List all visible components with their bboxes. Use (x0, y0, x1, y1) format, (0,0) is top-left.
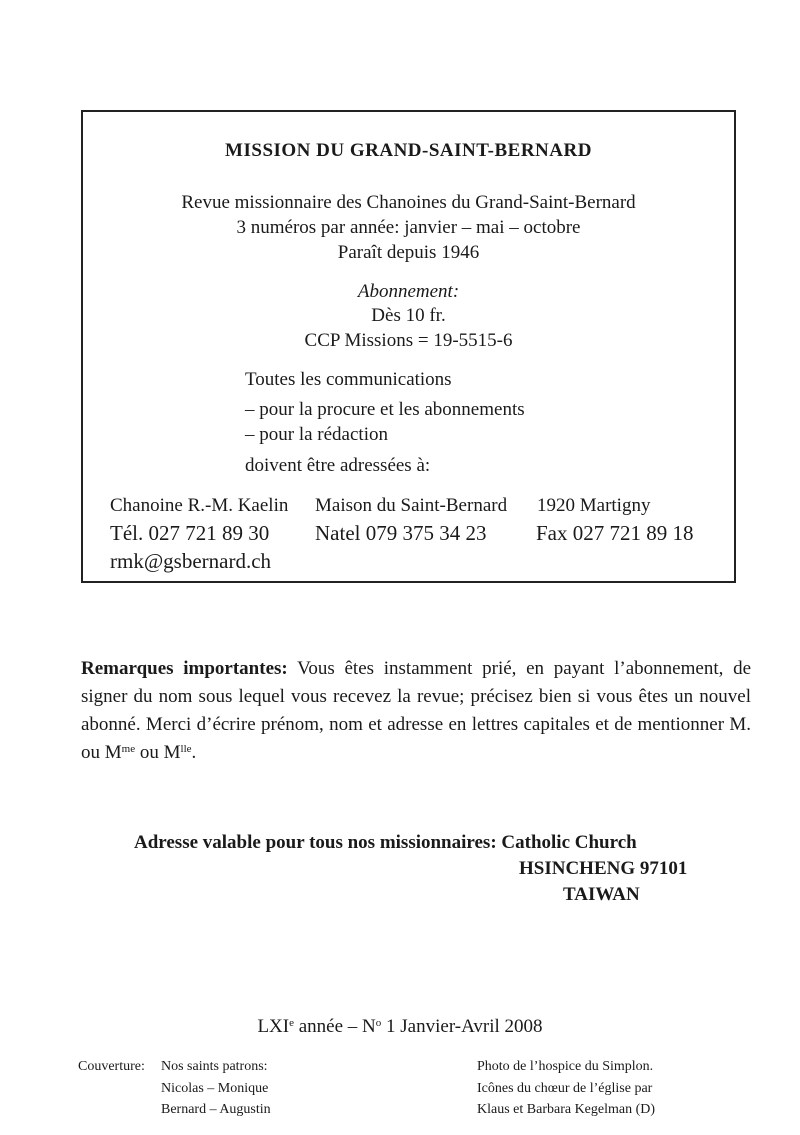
mission-address-line-1: Adresse valable pour tous nos missionnaires: Catholic Church (134, 832, 637, 853)
publication-title: MISSION DU GRAND-SAINT-BERNARD (225, 140, 592, 161)
subscription-ccp: CCP Missions = 19-5515-6 (304, 330, 513, 351)
issue-volume: LXI (257, 1016, 290, 1037)
cover-right-line-2: Icônes du chœur de l’église par (477, 1081, 653, 1096)
remarks-end: . (191, 742, 197, 763)
remarks-text: Vous êtes instamment prié, en payant l’abonnement, de signer du nom sous lequel vous recevez la revue; précisez bien si vous êtes un nouvel abonné. Merci d’écrire prénom, nom et adresse en lettres capitales et de mentionner M. ou M (81, 658, 751, 763)
remarks-lead: Remarques importantes: (81, 658, 288, 679)
subtitle-line-3: Paraît depuis 1946 (337, 242, 480, 263)
cover-left-line-1: Nos saints patrons: (161, 1059, 268, 1074)
communications-item-1: – pour la procure et les abonnements (245, 399, 525, 420)
mission-address-line-2: HSINCHENG 97101 (519, 858, 688, 879)
issue-sup-e: e (289, 1017, 294, 1029)
issue-sup-o: o (375, 1017, 382, 1029)
contact-house: Maison du Saint-Bernard (315, 495, 508, 516)
contact-fax: Fax 027 721 89 18 (536, 521, 694, 545)
cover-left-line-2: Nicolas – Monique (161, 1081, 269, 1096)
contact-email: rmk@gsbernard.ch (110, 549, 272, 573)
issue-line (0, 1016, 800, 1038)
important-remarks (81, 655, 751, 767)
cover-label: Couverture: (78, 1059, 145, 1074)
subscription-price: Dès 10 fr. (371, 305, 446, 326)
issue-date: 1 Janvier-Avril 2008 (381, 1016, 543, 1037)
cover-left-line-3: Bernard – Augustin (161, 1102, 271, 1117)
cover-right-line-1: Photo de l’hospice du Simplon. (477, 1059, 654, 1074)
contact-tel: Tél. 027 721 89 30 (110, 521, 270, 545)
contact-name: Chanoine R.-M. Kaelin (110, 495, 289, 516)
communications-item-2: – pour la rédaction (245, 424, 388, 445)
subscription-heading: Abonnement: (357, 281, 460, 302)
communications-intro: Toutes les communications (245, 369, 452, 390)
contact-city: 1920 Martigny (537, 495, 651, 516)
remarks-sup-me: me (121, 743, 136, 755)
communications-outro: doivent être adressées à: (245, 455, 431, 476)
remarks-mid: ou M (135, 742, 181, 763)
info-box (81, 110, 736, 583)
subtitle-line-1: Revue missionnaire des Chanoines du Grand-Saint-Bernard (181, 192, 636, 213)
subtitle-line-2: 3 numéros par année: janvier – mai – octobre (236, 217, 581, 238)
remarks-sup-lle: lle (180, 743, 192, 755)
contact-natel: Natel 079 375 34 23 (315, 521, 487, 545)
mission-address-line-3: TAIWAN (563, 884, 640, 905)
issue-annee: année – N (294, 1016, 376, 1037)
cover-right-line-3: Klaus et Barbara Kegelman (D) (477, 1102, 656, 1117)
